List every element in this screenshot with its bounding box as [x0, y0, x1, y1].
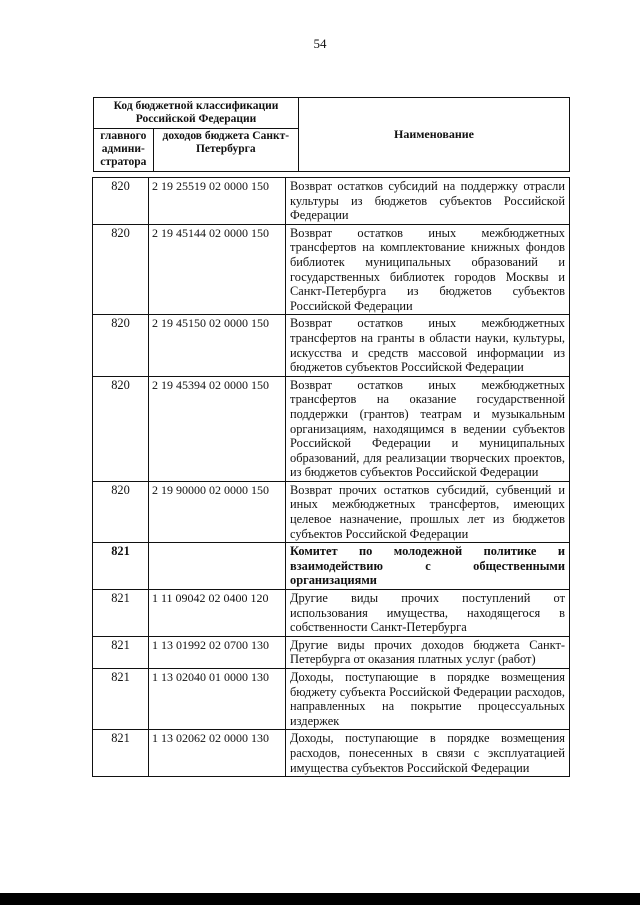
table-row [93, 730, 570, 777]
column-name-header: Наименование [299, 98, 570, 172]
name-cell: Возврат остатков иных межбюджетных трансфертов на комплектование книжных фондов библиотек муниципальных образований и государственных библиотек городов Москвы и Санкт-Петербурга из бюджетов субъектов Российской Федерации [286, 224, 570, 315]
table-row [93, 224, 570, 315]
name-cell: Другие виды прочих доходов бюджета Санкт-Петербурга от оказания платных услуг (работ) [286, 636, 570, 668]
header-row-1 [94, 98, 570, 129]
admin-code-cell: 821 [93, 590, 149, 637]
income-code-cell [149, 543, 286, 590]
table-body [93, 178, 570, 777]
income-code-cell: 2 19 45150 02 0000 150 [149, 315, 286, 376]
income-code-cell: 2 19 45144 02 0000 150 [149, 224, 286, 315]
admin-code-cell: 821 [93, 730, 149, 777]
table-row [93, 636, 570, 668]
name-cell: Доходы, поступающие в порядке возмещения расходов, понесенных в связи с эксплуатацией имущества субъектов Российской Федерации [286, 730, 570, 777]
income-code-cell: 2 19 90000 02 0000 150 [149, 481, 286, 542]
name-cell: Доходы, поступающие в порядке возмещения бюджету субъекта Российской Федерации расходов, направленных на покрытие процессуальных издержек [286, 669, 570, 730]
admin-code-cell: 820 [93, 315, 149, 376]
income-code-cell: 1 13 01992 02 0700 130 [149, 636, 286, 668]
table-row [93, 669, 570, 730]
name-cell: Другие виды прочих поступлений от использования имущества, находящегося в собственности Санкт-Петербурга [286, 590, 570, 637]
table-row [93, 178, 570, 225]
admin-code-cell: 820 [93, 481, 149, 542]
income-code-cell: 1 13 02040 01 0000 130 [149, 669, 286, 730]
table-row [93, 481, 570, 542]
classification-title: Код бюджетной классификации Российской Федерации [94, 98, 299, 129]
name-cell: Возврат остатков субсидий на поддержку отрасли культуры из бюджетов субъектов Российской Федерации [286, 178, 570, 225]
name-cell: Возврат прочих остатков субсидий, субвенций и иных межбюджетных трансфертов, имеющих целевое назначение, прошлых лет из бюджетов субъектов Российской Федерации [286, 481, 570, 542]
name-cell: Возврат остатков иных межбюджетных трансфертов на оказание государственной поддержки (грантов) театрам и музыкальным организациям, находящимся в ведении субъектов Российской Федерации и муниципальных образований, для реализации творческих проектов, из бюджетов субъектов Российской Федерации [286, 376, 570, 481]
scan-edge [0, 893, 640, 905]
table-row [93, 315, 570, 376]
header-table [93, 97, 570, 172]
column-income-header: доходов бюджета Санкт-Петербурга [153, 129, 298, 172]
income-code-cell: 1 13 02062 02 0000 130 [149, 730, 286, 777]
admin-code-cell: 820 [93, 376, 149, 481]
table-row [93, 543, 570, 590]
name-cell: Возврат остатков иных межбюджетных трансфертов на гранты в области науки, культуры, искусства и средств массовой информации из бюджетов субъектов Российской Федерации [286, 315, 570, 376]
income-code-cell: 2 19 45394 02 0000 150 [149, 376, 286, 481]
admin-code-cell: 821 [93, 636, 149, 668]
admin-code-cell: 821 [93, 543, 149, 590]
page-number: 54 [313, 36, 327, 51]
admin-code-cell: 820 [93, 178, 149, 225]
table-row [93, 590, 570, 637]
income-code-cell: 1 11 09042 02 0400 120 [149, 590, 286, 637]
classification-table [92, 177, 570, 777]
admin-code-cell: 821 [93, 669, 149, 730]
column-admin-header: главного админи-стратора [94, 129, 154, 172]
table-row [93, 376, 570, 481]
name-cell: Комитет по молодежной политике и взаимодействию с общественными организациями [286, 543, 570, 590]
admin-code-cell: 820 [93, 224, 149, 315]
income-code-cell: 2 19 25519 02 0000 150 [149, 178, 286, 225]
